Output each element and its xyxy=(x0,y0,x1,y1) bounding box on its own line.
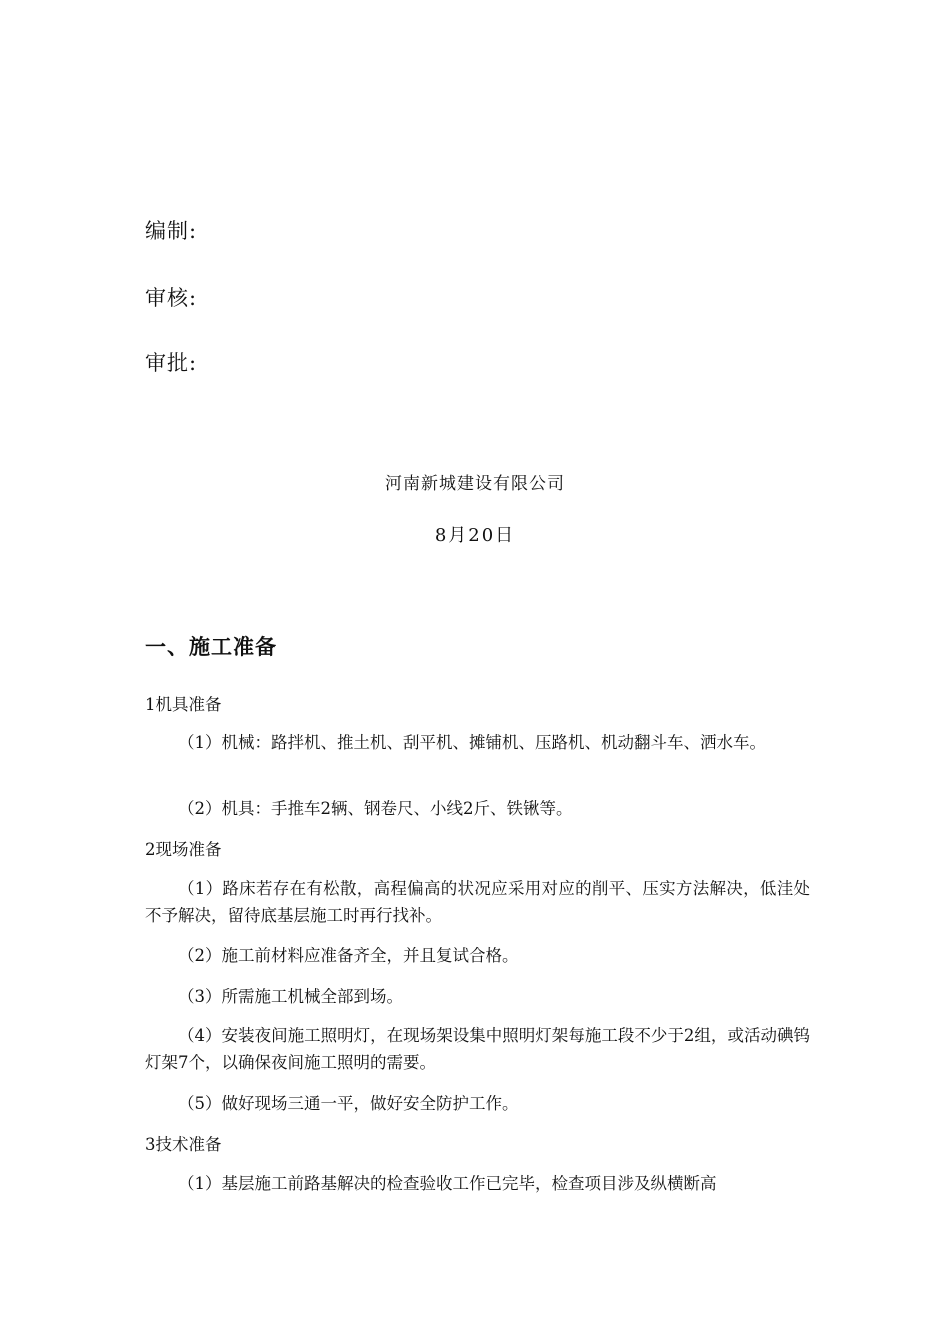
section-heading: 一、施工准备 xyxy=(145,634,277,659)
paragraph: （5）做好现场三通一平，做好安全防护工作。 xyxy=(178,1094,519,1113)
paragraph: （1）路床若存在有松散，高程偏高的状况应采用对应的削平、压实方法解决，低洼处不予解决，留待底基层施工时再行找补。 xyxy=(145,879,810,925)
paragraph: （2）机具：手推车2辆、钢卷尺、小线2斤、铁锹等。 xyxy=(178,799,573,818)
subsection-heading: 2现场准备 xyxy=(145,840,222,859)
paragraph: （4）安装夜间施工照明灯，在现场架设集中照明灯架每施工段不少于2组，或活动碘钨灯架7个，以确保夜间施工照明的需要。 xyxy=(145,1026,810,1072)
paragraph: （3）所需施工机械全部到场。 xyxy=(178,987,403,1006)
reviewed-by-label: 审核: xyxy=(145,286,198,310)
compiled-by-label: 编制: xyxy=(145,219,198,243)
approved-by-label: 审批: xyxy=(145,351,198,375)
paragraph: （1）机械：路拌机、推土机、刮平机、摊铺机、压路机、机动翻斗车、洒水车。 xyxy=(178,733,766,752)
company-name: 河南新城建设有限公司 xyxy=(385,474,565,494)
subsection-heading: 3技术准备 xyxy=(145,1135,222,1154)
document-date: 8月20日 xyxy=(434,525,516,546)
paragraph: （2）施工前材料应准备齐全，并且复试合格。 xyxy=(178,946,519,965)
paragraph: （1）基层施工前路基解决的检查验收工作已完毕，检查项目涉及纵横断高 xyxy=(178,1174,717,1193)
subsection-heading: 1机具准备 xyxy=(145,695,222,714)
